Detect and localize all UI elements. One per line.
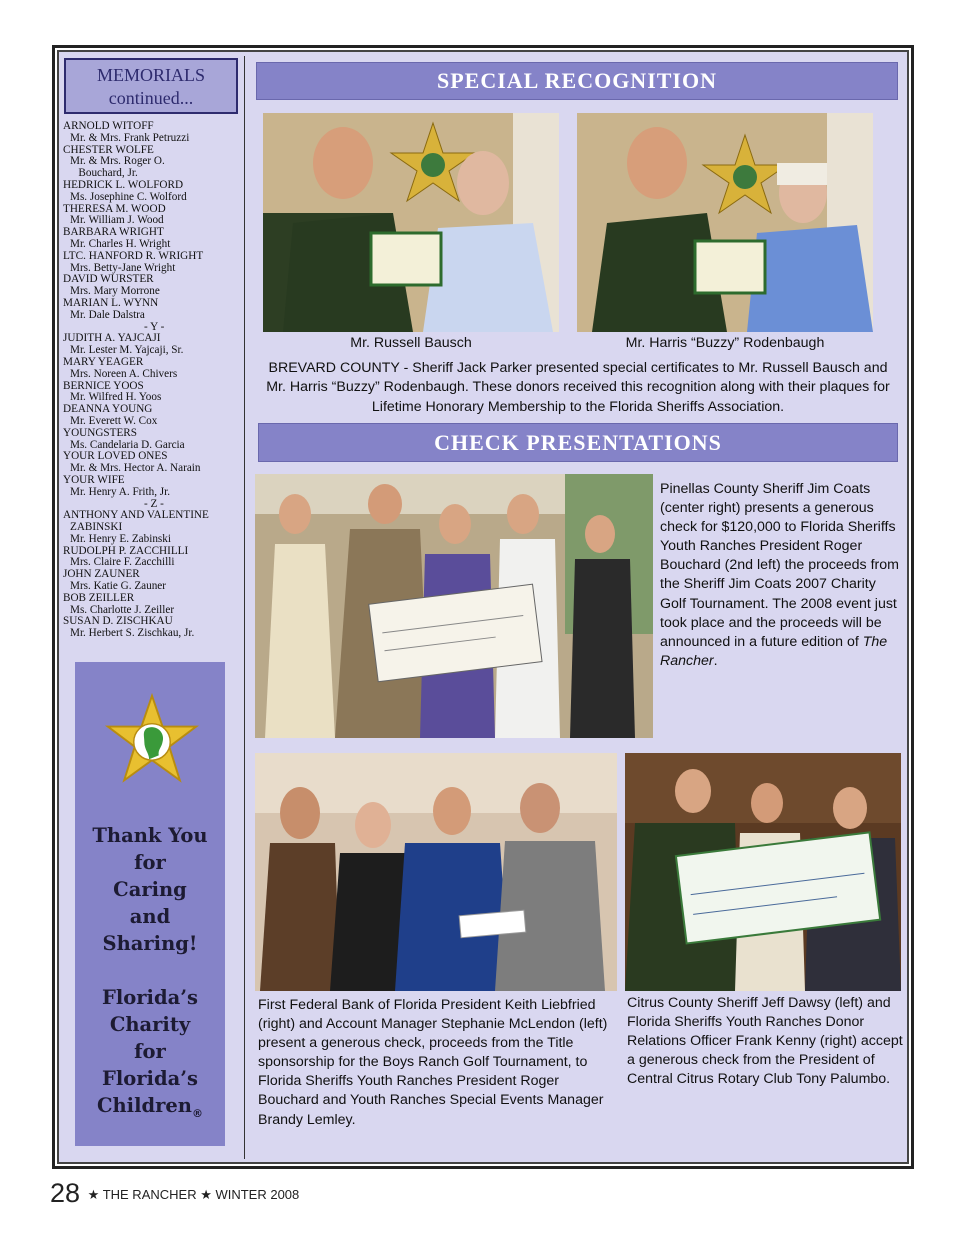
memorial-honoree: CHESTER WOLFE — [63, 143, 154, 156]
memorial-donor: Mrs. Betty-Jane Wright — [70, 261, 176, 274]
memorial-honoree: MARIAN L. WYNN — [63, 296, 159, 309]
memorial-donor: Mr. Dale Dalstra — [70, 308, 145, 321]
memorial-donor: Mrs. Claire F. Zacchilli — [70, 556, 175, 569]
page-number: 28 — [50, 1178, 81, 1208]
memorials-list — [63, 121, 243, 640]
memorial-donor: Mr. & Mrs. Hector A. Narain — [70, 462, 201, 475]
promo-line: Sharing! — [102, 932, 198, 955]
memorial-honoree: BOB ZEILLER — [63, 591, 135, 604]
promo-line: for — [134, 1040, 166, 1063]
memorial-donor: Mr. Henry E. Zabinski — [70, 532, 171, 545]
caption-russell-bausch: Mr. Russell Bausch — [350, 335, 472, 351]
memorial-donor: Mr. Wilfred H. Yoos — [70, 391, 162, 404]
promo-line: Children$_®$ — [96, 1094, 203, 1120]
promo-thank-you-text — [75, 822, 225, 957]
promo-line: and — [129, 905, 171, 928]
memorial-honoree: ANTHONY AND VALENTINE — [63, 509, 209, 522]
memorial-donor: Mr. Herbert S. Zischkau, Jr. — [70, 627, 195, 640]
photo-pinellas-check — [255, 474, 653, 738]
check-presentations-heading: CHECK PRESENTATIONS — [258, 423, 898, 462]
memorial-donor: Bouchard, Jr. — [70, 167, 138, 180]
memorial-donor: ZABINSKI — [70, 521, 123, 534]
memorials-heading: MEMORIALS continued... — [64, 58, 238, 114]
memorial-honoree: JOHN ZAUNER — [63, 568, 140, 581]
pinellas-check-text: Pinellas County Sheriff Jim Coats (center right) presents a generous check for $120,000 to Florida Sheriffs Youth Ranches President Roger Bouchard (2nd left) the proceeds from the Sheriff Jim Coats 2007 Charity Golf Tournament. The 2008 event just took place and the proceeds will be announced in a future edition of The Rancher. — [660, 481, 899, 669]
memorial-honoree: YOUNGSTERS — [63, 426, 137, 439]
memorial-donor: Mr. Henry A. Frith, Jr. — [70, 485, 171, 498]
memorial-honoree: LTC. HANFORD R. WRIGHT — [63, 249, 204, 262]
memorial-donor: Mrs. Noreen A. Chivers — [70, 367, 178, 380]
memorial-donor: Mr. Lester M. Yajcaji, Sr. — [70, 344, 184, 357]
special-recognition-text: BREVARD COUNTY - Sheriff Jack Parker presented special certificates to Mr. Russell Bausch and Mr. Harris “Buzzy” Rodenbaugh. These donors received this recognition along with their plaques for Lifetime Honorary Membership to the Florida Sheriffs Association. — [266, 360, 890, 415]
memorial-donor: Ms. Charlotte J. Zeiller — [70, 603, 175, 616]
memorial-honoree: YOUR WIFE — [63, 473, 125, 486]
promo-line: Florida’s — [102, 986, 198, 1009]
memorial-honoree: DAVID WURSTER — [63, 273, 154, 286]
memorial-donor: Ms. Josephine C. Wolford — [70, 190, 187, 203]
memorial-donor: Mrs. Katie G. Zauner — [70, 580, 166, 593]
first-federal-check-text: First Federal Bank of Florida President Keith Liebfried (right) and Account Manager Stephanie McLendon (left) present a generous check, proceeds from the Title sponsorship for the Boys Ranch Golf Tournament, to Florida Sheriffs Youth Ranches President Roger Bouchard and Youth Ranches Special Events Manager Brandy Lemley. — [258, 997, 608, 1128]
promo-line: Caring — [113, 878, 187, 901]
memorial-honoree: RUDOLPH P. ZACCHILLI — [63, 544, 189, 557]
memorial-donor: Mr. & Mrs. Frank Petruzzi — [70, 131, 190, 144]
memorial-honoree: YOUR LOVED ONES — [63, 450, 168, 463]
promo-charity-text — [75, 984, 225, 1127]
photo-first-federal-check — [255, 753, 617, 991]
memorials-letter-divider: - Y - — [144, 320, 165, 333]
promo-line: Charity — [109, 1013, 191, 1036]
promo-line: Florida’s — [102, 1067, 198, 1090]
citrus-check-text: Citrus County Sheriff Jeff Dawsy (left) and Florida Sheriffs Youth Ranches Donor Relations Officer Frank Kenny (right) accept a generous check from the President of Central Citrus Rotary Club Tony Palumbo. — [627, 995, 903, 1088]
page-footer — [50, 1178, 299, 1209]
memorial-donor: Mr. & Mrs. Roger O. — [70, 155, 165, 168]
memorial-donor: Mr. William J. Wood — [70, 214, 164, 227]
sheriff-star-logo-icon — [103, 692, 201, 788]
memorial-donor: Mr. Everett W. Cox — [70, 414, 158, 427]
memorial-honoree: MARY YEAGER — [63, 355, 144, 368]
promo-panel — [75, 662, 225, 1146]
memorial-donor: Mr. Charles H. Wright — [70, 237, 171, 250]
photo-russell-bausch — [263, 113, 559, 332]
footer-publication: ★ THE RANCHER ★ WINTER 2008 — [84, 1187, 300, 1202]
photo-harris-rodenbaugh — [577, 113, 873, 332]
promo-line: Thank You — [92, 824, 208, 847]
memorial-honoree: HEDRICK L. WOLFORD — [63, 178, 184, 191]
promo-line: for — [134, 851, 166, 874]
memorial-honoree: SUSAN D. ZISCHKAU — [63, 615, 173, 628]
memorial-donor: Ms. Candelaria D. Garcia — [70, 438, 185, 451]
memorial-honoree: THERESA M. WOOD — [63, 202, 166, 215]
memorials-letter-divider: - Z - — [144, 497, 164, 510]
caption-harris-rodenbaugh: Mr. Harris “Buzzy” Rodenbaugh — [625, 335, 825, 351]
memorial-honoree: JUDITH A. YAJCAJI — [63, 332, 161, 345]
memorial-donor: Mrs. Mary Morrone — [70, 285, 160, 298]
photo-citrus-check — [625, 753, 901, 991]
registered-mark: ® — [192, 1106, 203, 1120]
special-recognition-heading: SPECIAL RECOGNITION — [256, 62, 898, 100]
memorial-honoree: ARNOLD WITOFF — [63, 120, 154, 132]
memorial-honoree: BERNICE YOOS — [63, 379, 144, 392]
memorial-honoree: DEANNA YOUNG — [63, 403, 153, 416]
memorial-honoree: BARBARA WRIGHT — [63, 226, 164, 239]
